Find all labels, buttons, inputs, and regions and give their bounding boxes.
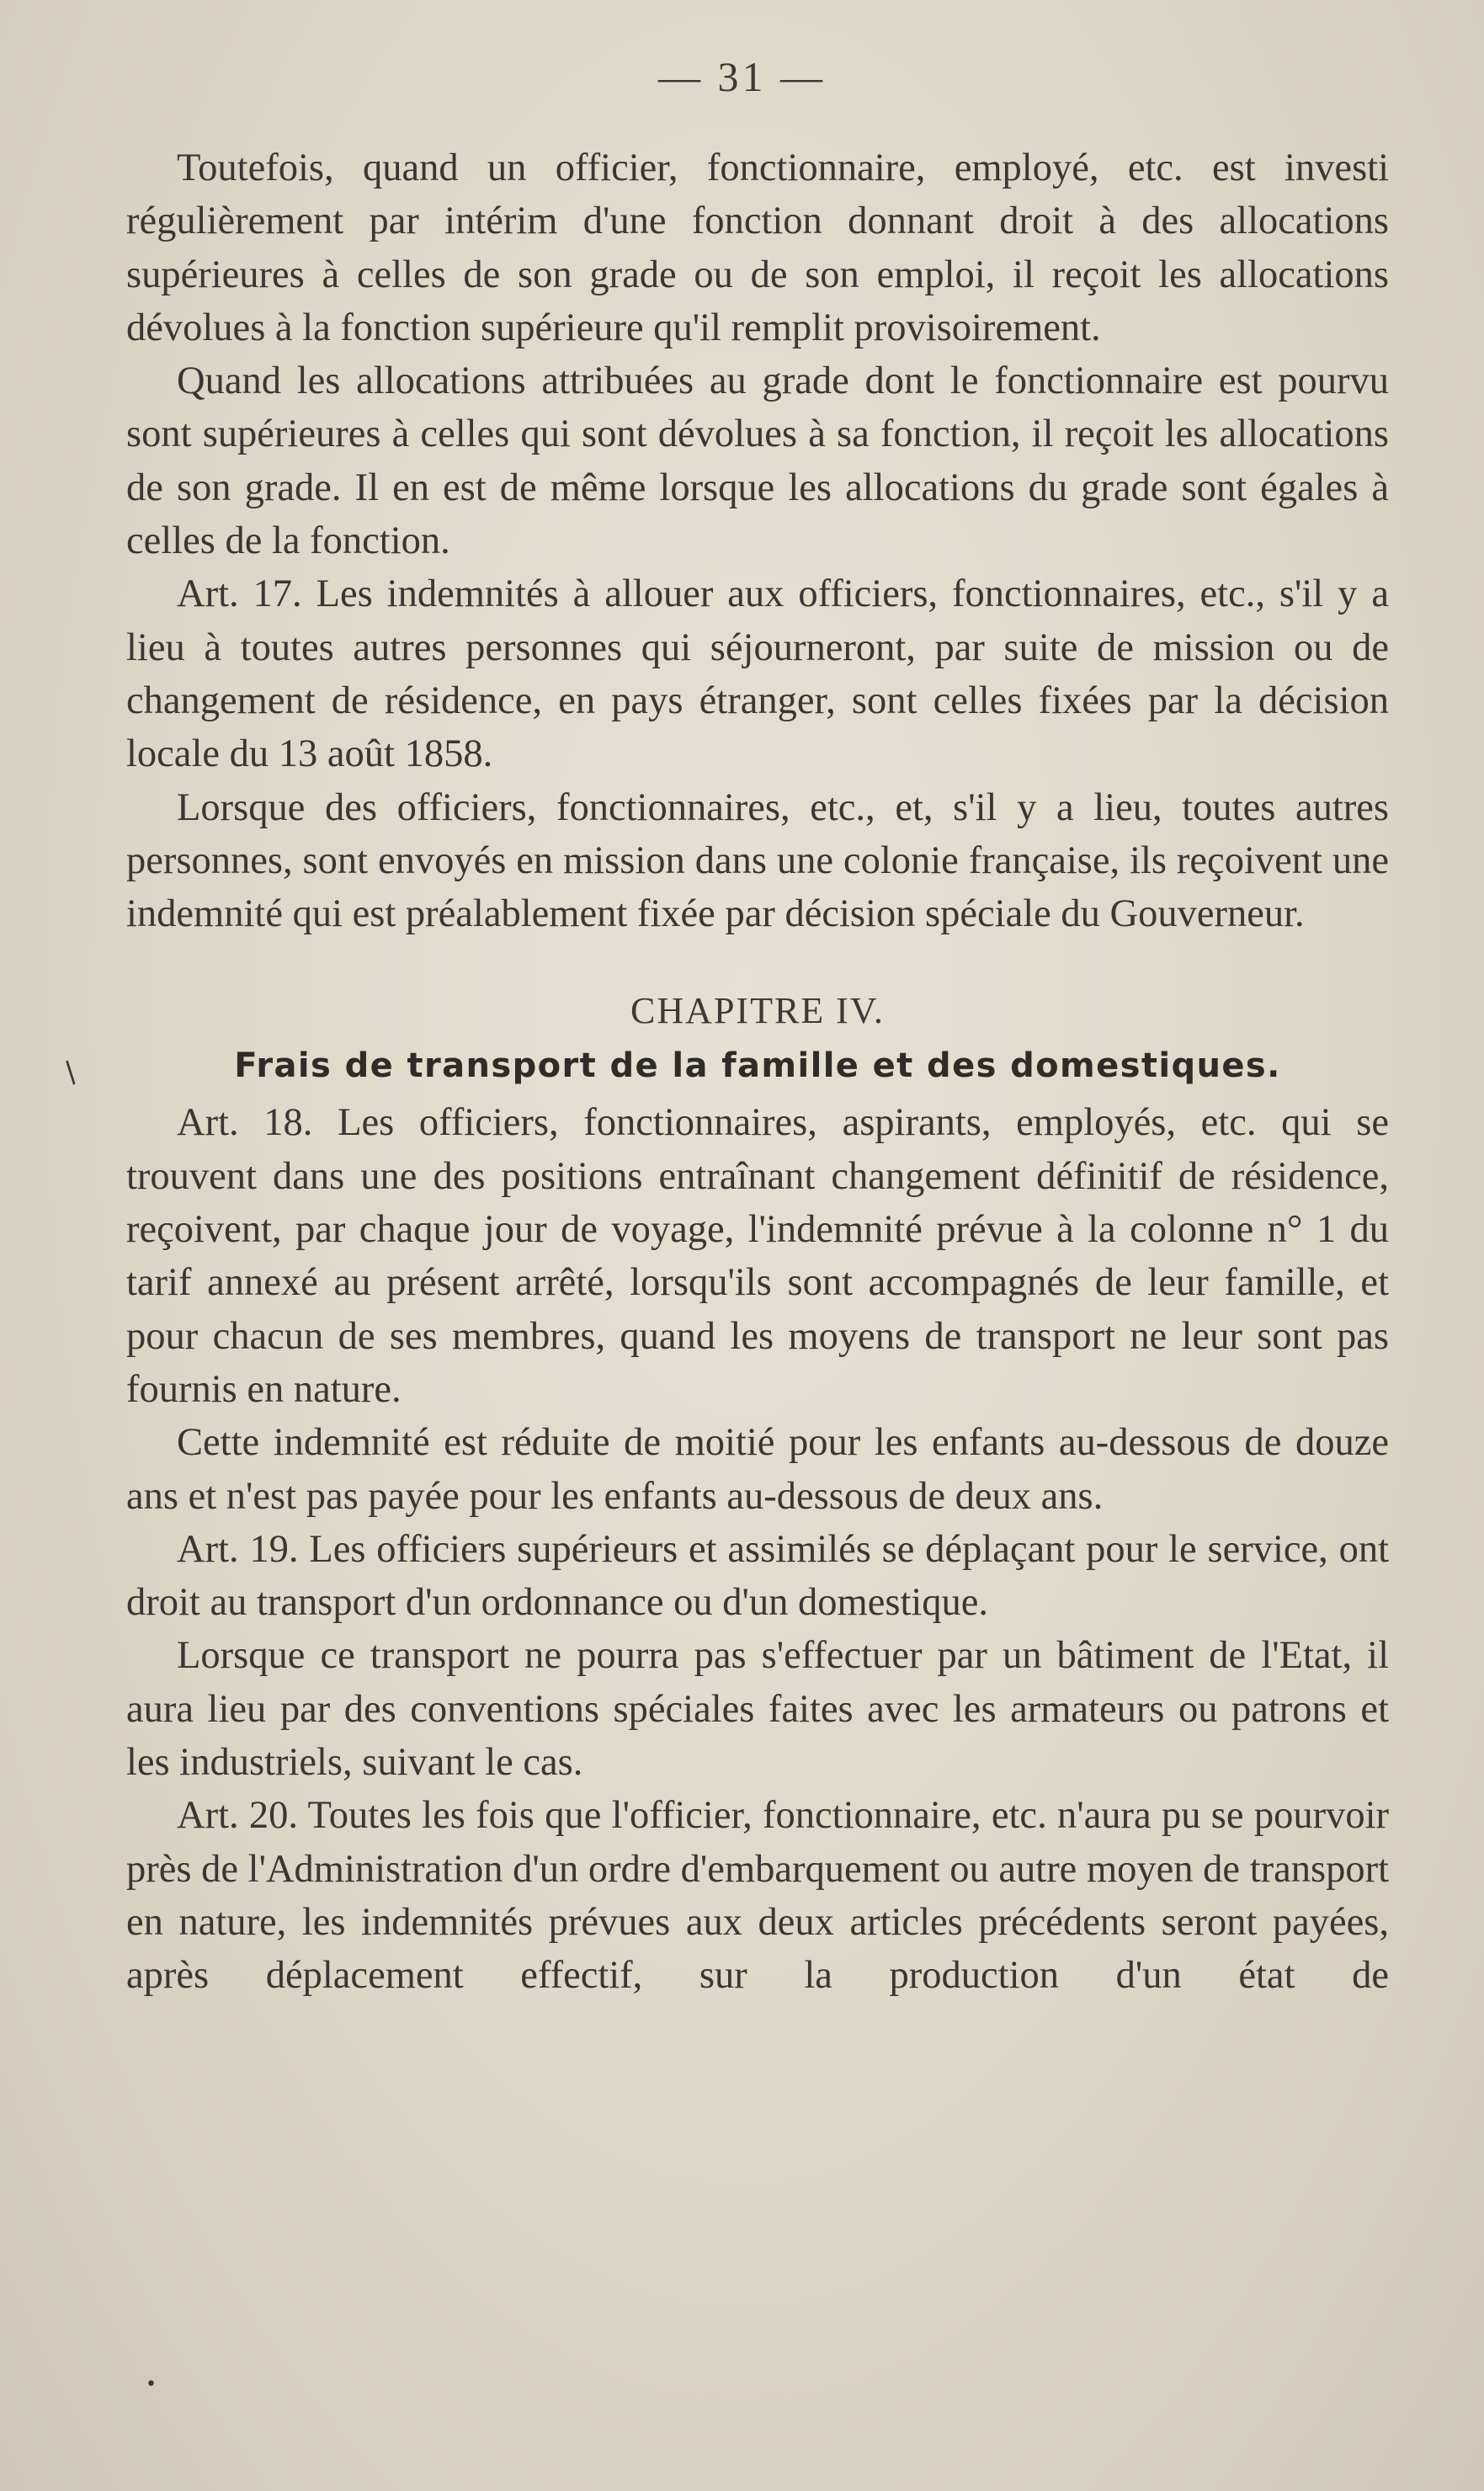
paragraph-conventions: Lorsque ce transport ne pourra pas s'effectuer par un bâtiment de l'Etat, il aura lieu par des conventions spéciales faites avec les armateurs ou patrons et les industriels, suivant le cas. <box>126 1634 1389 1785</box>
paragraph-art-17: Art. 17. Les indemnités à allouer aux officiers, fonctionnaires, etc., s'il y a lieu à toutes autres personnes qui séjourneront, par suite de mission ou de changement de résidence, en pays étranger, sont celles fixées par la décision locale du 13 août 1858. <box>126 572 1389 776</box>
paragraph-reduction-enfants: Cette indemnité est réduite de moitié pour les enfants au-dessous de douze ans et n'est pas payée pour les enfants au-dessous de deux ans. <box>126 1421 1389 1518</box>
paragraph-art-18: Art. 18. Les officiers, fonctionnaires, aspirants, employés, etc. qui se trouvent dans une des positions entraînant changement définitif de résidence, reçoivent, par chaque jour de voyage, l'indemnité prévue à la colonne n° 1 du tarif annexé au présent arrêté, lorsqu'ils sont accompagnés de leur famille, et pour chacun de ses membres, quand les moyens de transport ne leur sont pas fournis en nature. <box>126 1101 1389 1411</box>
paragraph-grade-allocations: Quand les allocations attribuées au grade dont le fonctionnaire est pourvu sont supérieures à celles qui sont dévolues à sa fonction, il reçoit les allocations de son grade. Il en est de même lorsque les allocations du grade sont égales à celles de la fonction. <box>126 359 1389 563</box>
chapter-title: Frais de transport de la famille et des domestiques. <box>234 1046 1281 1086</box>
page-number: — 31 — <box>658 53 826 100</box>
body-text <box>126 141 1389 2003</box>
paragraph-mission-colonie: Lorsque des officiers, fonctionnaires, etc., et, s'il y a lieu, toutes autres personnes, sont envoyés en mission dans une colonie française, ils reçoivent une indemnité qui est préalablement fixée par décision spéciale du Gouverneur. <box>126 785 1389 936</box>
paragraph-art-20: Art. 20. Toutes les fois que l'officier, fonctionnaire, etc. n'aura pu se pourvoir près de l'Administration d'un ordre d'embarquement ou autre moyen de transport en nature, les indemnités prévues aux deux articles précédents seront payées, après déplacement effectif, sur la production d'un état de <box>126 1794 1389 1998</box>
paragraph-interim: Toutefois, quand un officier, fonctionnaire, employé, etc. est investi régulièrement par intérim d'une fonction donnant droit à des allocations supérieures à celles de son grade ou de son emploi, il reçoit les allocations dévolues à la fonction supérieure qu'il remplit provisoirement. <box>126 146 1389 349</box>
paragraph-art-19: Art. 19. Les officiers supérieurs et assimilés se déplaçant pour le service, ont droit au transport d'un ordonnance ou d'un domestique. <box>126 1527 1389 1625</box>
chapter-heading: CHAPITRE IV. <box>630 990 885 1032</box>
ink-dot: • <box>146 2374 157 2395</box>
ink-mark: / <box>56 1056 84 1089</box>
